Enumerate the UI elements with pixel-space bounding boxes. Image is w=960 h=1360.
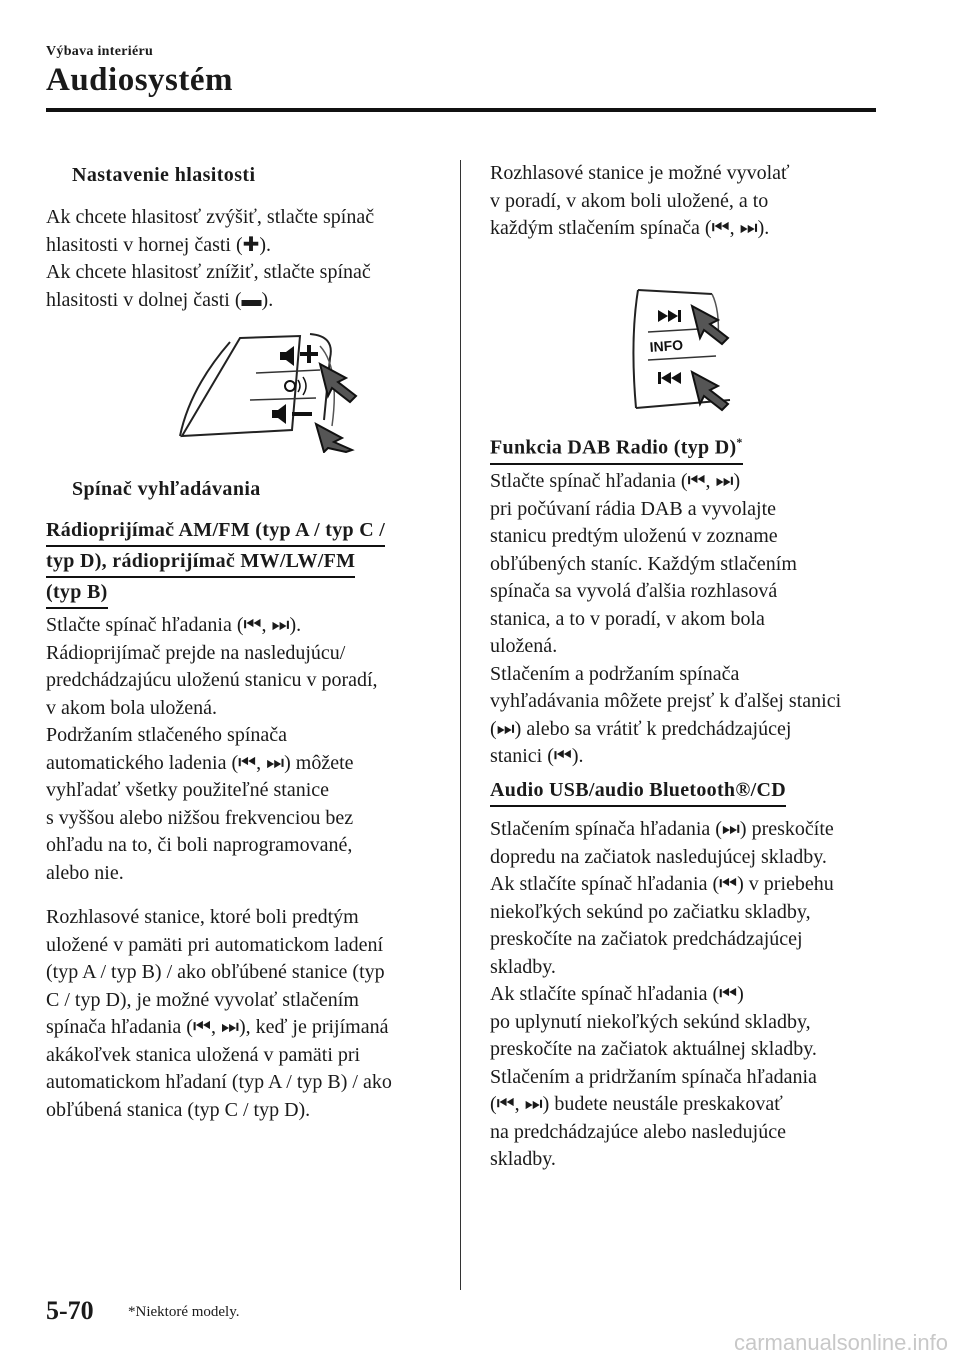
text-line: ohľadu na to, či boli naprogramované, xyxy=(46,834,353,856)
seek-switch-illustration xyxy=(620,280,760,415)
page-number: 5-70 xyxy=(46,1296,94,1325)
text-line: Ak chcete hlasitosť znížiť, stlačte spínač xyxy=(46,261,371,283)
dab-section-title: Funkcia DAB Radio (typ D) xyxy=(490,436,737,459)
text-line: vyhľadať všetky použiteľné stanice xyxy=(46,779,330,801)
text-line: uložená. xyxy=(490,635,558,657)
text-line: uložené v pamäti pri automatickom ladení xyxy=(46,933,384,956)
watermark: carmanualsonline.info xyxy=(733,1330,948,1355)
page-title: Audiosystém xyxy=(46,62,234,98)
search-switch-heading: Spínač vyhľadávania xyxy=(72,478,261,500)
section-line: (typ B) xyxy=(46,578,108,609)
text-line: na predchádzajúce alebo nasledujúce xyxy=(490,1120,786,1143)
arrow-icon xyxy=(692,306,728,344)
text-line: vyhľadávania môžete prejsť k ďalšej stanici xyxy=(490,690,842,712)
text-line: automatického ladenia (⏮, ⏭) môžete xyxy=(46,751,354,774)
text-line: (typ A / typ B) / ako obľúbené stanice (typ xyxy=(46,961,385,983)
text-line: obľúbená stanica (typ C / typ D). xyxy=(46,1098,311,1121)
info-label: INFO xyxy=(649,336,684,355)
text-line: v akom bola uložená. xyxy=(46,696,218,719)
footnote-mark: * xyxy=(736,435,743,449)
arrow-icon xyxy=(692,372,728,410)
text-line: Stlačením a pridržaním spínača hľadania xyxy=(490,1065,817,1088)
column-divider xyxy=(460,160,461,1290)
volume-heading: Nastavenie hlasitosti xyxy=(72,164,256,186)
recall-paragraph xyxy=(490,160,890,243)
dab-section-heading xyxy=(490,428,743,465)
text-line: stanica, a to v poradí, v akom bola xyxy=(490,607,765,630)
text-line: stanici (⏮). xyxy=(490,745,584,767)
section-line: typ D), rádioprijímač MW/LW/FM xyxy=(46,547,355,578)
text-line: s vyššou alebo nižšou frekvenciou bez xyxy=(46,806,354,829)
text-line: stanicu predtým uloženú v zozname xyxy=(490,525,778,547)
text-line: Rádioprijímač prejde na nasledujúcu/ xyxy=(46,641,346,664)
text-line: Ak stlačíte spínač hľadania (⏮) v priebehu xyxy=(490,873,834,895)
section-line: Rádioprijímač AM/FM (typ A / typ C / xyxy=(46,516,385,547)
dab-paragraph xyxy=(490,468,890,771)
radio-paragraph-2 xyxy=(46,904,446,1124)
speaker-icon xyxy=(280,346,294,366)
text-line: každým stlačením spínača (⏮, ⏭). xyxy=(490,217,770,239)
text-line: skladby. xyxy=(490,1148,556,1170)
text-line: skladby. xyxy=(490,955,556,978)
usb-section-title: Audio USB/audio Bluetooth®/CD xyxy=(490,776,786,807)
usb-paragraph xyxy=(490,816,890,1174)
previous-track-icon xyxy=(658,372,681,384)
text-line: Stlačte spínač hľadania (⏮, ⏭) xyxy=(490,470,741,492)
text-line: akákoľvek stanica uložená v pamäti pri xyxy=(46,1043,361,1066)
text-line: v poradí, v akom boli uložené, a to xyxy=(490,189,769,212)
volume-paragraph xyxy=(46,204,446,314)
header-rule xyxy=(46,108,876,112)
text-line: Ak stlačíte spínač hľadania (⏮) xyxy=(490,983,744,1005)
text-line: (⏭) alebo sa vrátiť k predchádzajúcej xyxy=(490,717,792,740)
text-line: alebo nie. xyxy=(46,861,124,884)
text-line: Stlačením spínača hľadania (⏭) preskočíte xyxy=(490,818,834,840)
text-line: Rozhlasové stanice je možné vyvolať xyxy=(490,162,790,184)
radio-section-heading xyxy=(46,516,385,609)
text-line: (⏮, ⏭) budete neustále preskakovať xyxy=(490,1093,783,1115)
text-line: predchádzajúcu uloženú stanicu v poradí, xyxy=(46,669,378,691)
arrow-icon xyxy=(316,424,352,452)
text-line: hlasitosti v dolnej časti (▬). xyxy=(46,288,274,311)
text-line: hlasitosti v hornej časti (✚). xyxy=(46,233,272,256)
text-line: preskočíte na začiatok aktuálnej skladby. xyxy=(490,1038,817,1060)
text-line: Podržaním stlačeného spínača xyxy=(46,724,288,746)
header-section: Výbava interiéru xyxy=(46,44,154,59)
text-line: pri počúvaní rádia DAB a vyvolajte xyxy=(490,497,777,520)
text-line: obľúbených staníc. Každým stlačením xyxy=(490,552,797,575)
text-line: preskočíte na začiatok predchádzajúcej xyxy=(490,928,803,950)
volume-switch-illustration xyxy=(170,318,360,453)
text-line: Rozhlasové stanice, ktoré boli predtým xyxy=(46,906,359,928)
text-line: automatickom hľadaní (typ A / typ B) / ako xyxy=(46,1071,392,1093)
text-line: C / typ D), je možné vyvolať stlačením xyxy=(46,988,359,1011)
speaker-icon xyxy=(272,404,286,424)
radio-paragraph-1 xyxy=(46,612,446,887)
next-track-icon xyxy=(658,310,681,322)
text-line: spínača hľadania (⏮, ⏭), keď je prijímaná xyxy=(46,1016,389,1038)
text-line: spínača sa vyvolá ďalšia rozhlasová xyxy=(490,580,778,602)
usb-section-heading xyxy=(490,776,786,807)
plus-icon xyxy=(300,345,318,363)
text-line: niekoľkých sekúnd po začiatku skladby, xyxy=(490,900,811,923)
text-line: Ak chcete hlasitosť zvýšiť, stlačte spínač xyxy=(46,206,375,228)
text-line: po uplynutí niekoľkých sekúnd skladby, xyxy=(490,1010,811,1033)
text-line: Stlačte spínač hľadania (⏮, ⏭). xyxy=(46,614,302,636)
minus-icon xyxy=(292,412,312,416)
footnote: *Niektoré modely. xyxy=(128,1304,240,1320)
text-line: Stlačením a podržaním spínača xyxy=(490,662,740,685)
text-line: dopredu na začiatok nasledujúcej skladby. xyxy=(490,845,827,868)
